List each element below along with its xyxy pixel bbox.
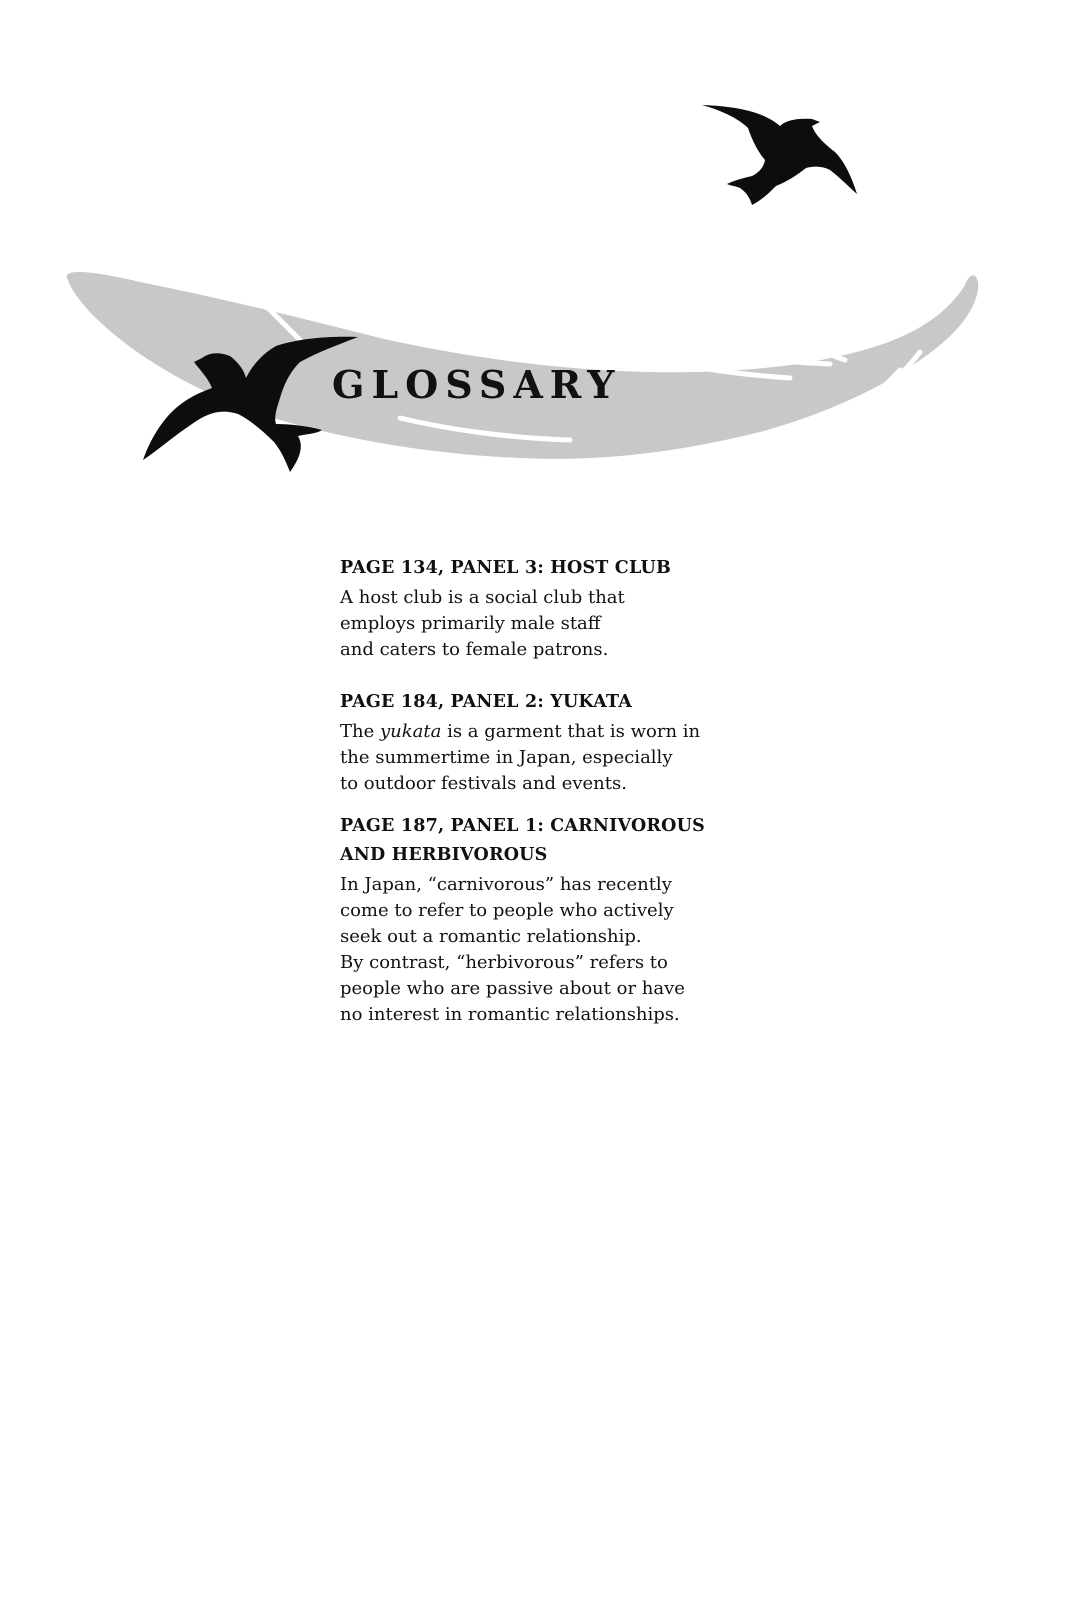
entry-body-prefix: The bbox=[340, 721, 380, 742]
glossary-entries bbox=[340, 554, 760, 1028]
entry-body bbox=[340, 719, 760, 797]
entry-body: In Japan, “carnivorous” has recently come to refer to people who actively seek out a romantic relationship. By contrast, “herbivorous” refers to people who are passive about or have no interest in romantic relationships. bbox=[340, 874, 685, 1025]
entry-heading: PAGE 134, PANEL 3: HOST CLUB bbox=[340, 558, 671, 578]
glossary-entry bbox=[340, 554, 760, 663]
entry-heading: PAGE 187, PANEL 1: CARNIVOROUS AND HERBIVOROUS bbox=[340, 816, 705, 865]
header-illustration bbox=[0, 0, 1067, 520]
entry-body-suffix: is a garment that is worn in the summertime in Japan, especially to outdoor festivals and events. bbox=[340, 721, 701, 794]
glossary-entry bbox=[340, 812, 760, 1028]
entry-body-term: yukata bbox=[379, 721, 442, 742]
entry-body: A host club is a social club that employs primarily male staff and caters to female patrons. bbox=[340, 587, 625, 660]
bird-silhouette-top bbox=[702, 105, 857, 205]
entry-heading: PAGE 184, PANEL 2: YUKATA bbox=[340, 692, 632, 712]
glossary-entry bbox=[340, 688, 760, 797]
page-title: GLOSSARY bbox=[332, 362, 622, 407]
